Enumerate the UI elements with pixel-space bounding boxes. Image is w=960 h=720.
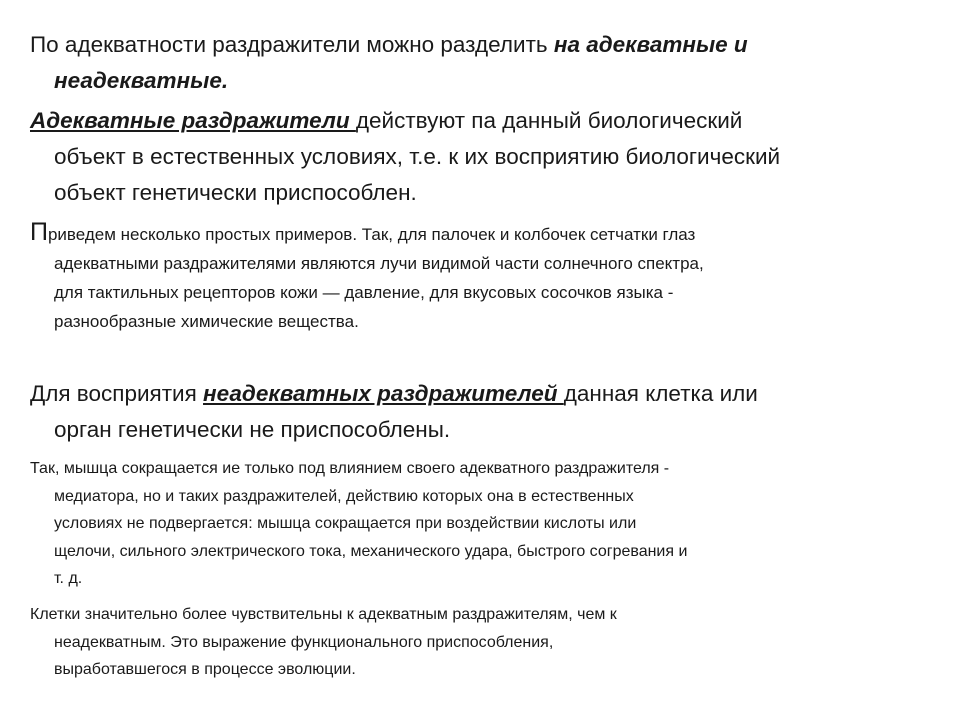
text-line: т. д. — [54, 570, 83, 587]
text-line: условиях не подвергается: мышца сокращается при воздействии кислоты или — [54, 515, 637, 532]
text-line: По адекватности раздражители можно разделить на адекватные и — [30, 32, 748, 57]
term-adequate: Адекватные раздражители — [30, 108, 356, 133]
text-line: для тактильных рецепторов кожи — давление, для вкусовых сосочков языка - — [54, 283, 674, 302]
text-line: разнообразные химические вещества. — [54, 312, 359, 331]
paragraph-classification — [30, 27, 748, 99]
paragraph-sensitivity — [30, 601, 617, 684]
paragraph-muscle-example — [30, 455, 687, 593]
text-line: неадекватным. Это выражение функционального приспособления, — [54, 633, 554, 651]
emphasis-term: на адекватные и — [553, 32, 748, 57]
paragraph-examples — [30, 218, 704, 336]
text-line: объект в естественных условиях, т.е. к их восприятию биологический — [54, 144, 781, 169]
text-line: орган генетически не приспособлены. — [54, 417, 451, 442]
text-line: Приведем несколько простых примеров. Так, для палочек и колбочек сетчатки глаз — [30, 218, 696, 246]
text-line: адекватными раздражителями являются лучи видимой части солнечного спектра, — [54, 254, 704, 273]
term-inadequate: неадекватных раздражителей — [203, 381, 564, 406]
drop-cap: П — [30, 218, 48, 246]
text-line: объект генетически приспособлен. — [54, 180, 417, 205]
paragraph-adequate — [30, 103, 780, 211]
text-line: Клетки значительно более чувствительны к адекватным раздражителям, чем к — [30, 606, 617, 623]
text-line: Адекватные раздражители действуют па данный биологический — [30, 108, 743, 133]
text-line: Так, мышца сокращается ие только под влиянием своего адекватного раздражителя - — [30, 460, 670, 477]
text-line: медиатора, но и таких раздражителей, действию которых она в естественных — [54, 487, 634, 505]
text-line: выработавшегося в процессе эволюции. — [54, 661, 356, 678]
text-line: щелочи, сильного электрического тока, механического удара, быстрого согревания и — [54, 542, 688, 560]
emphasis-term: неадекватные. — [54, 68, 229, 93]
text-line: Для восприятия неадекватных раздражителей данная клетка или — [30, 381, 758, 406]
paragraph-inadequate — [30, 376, 758, 448]
